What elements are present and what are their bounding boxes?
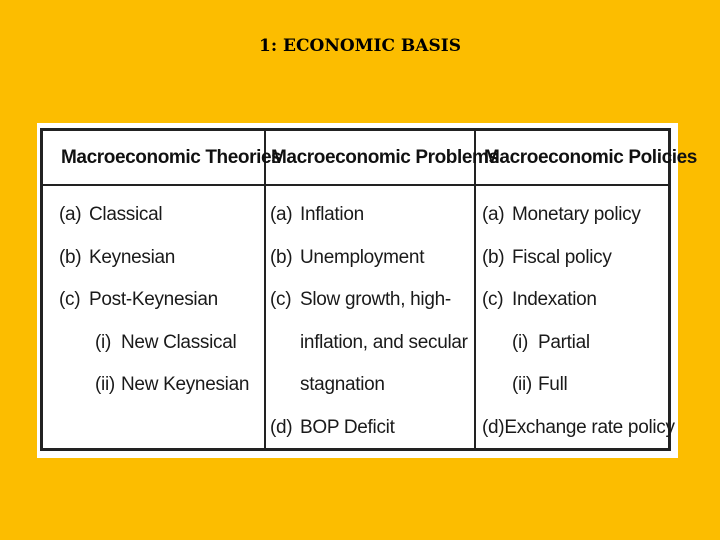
list-item-text: Keynesian [89, 246, 176, 268]
list-item [264, 237, 474, 280]
list-marker: (b) [482, 246, 505, 268]
list-item [476, 237, 668, 280]
list-item [43, 237, 264, 280]
list-subitem [476, 322, 668, 365]
list-marker: (i) [512, 331, 528, 353]
list-item-continuation [264, 364, 474, 407]
list-marker: (a) [482, 204, 505, 225]
list-item-text: stagnation [300, 374, 385, 395]
list-item-text: inflation, and secular [300, 331, 468, 353]
list-item [264, 407, 474, 450]
list-item-text: Slow growth, high- [300, 289, 451, 310]
problems-column [264, 131, 499, 448]
theories-header: Macroeconomic Theories [43, 131, 264, 186]
list-marker: (d) [482, 416, 505, 438]
macroeconomics-table [40, 128, 697, 451]
list-item [476, 407, 675, 450]
list-item-text: New Keynesian [121, 374, 250, 395]
list-item-text: Post-Keynesian [89, 289, 218, 310]
policies-header: Macroeconomic Policies [476, 131, 668, 186]
list-marker: (b) [59, 246, 82, 268]
policies-column [476, 131, 697, 448]
list-item-text: Indexation [512, 289, 597, 310]
list-item-text: Inflation [300, 204, 364, 225]
list-marker: (ii) [95, 374, 115, 395]
list-marker: (i) [95, 331, 111, 353]
list-item [476, 194, 668, 237]
list-item [43, 194, 264, 237]
list-marker: (b) [270, 246, 293, 268]
list-item-continuation [264, 322, 474, 365]
list-subitem [43, 364, 264, 407]
list-marker: (c) [270, 289, 292, 310]
list-item [476, 279, 668, 322]
list-item-text: BOP Deficit [300, 416, 395, 438]
list-item-text: Partial [538, 331, 590, 353]
list-item [43, 279, 264, 322]
list-subitem [43, 322, 264, 365]
list-marker: (ii) [512, 374, 532, 395]
list-item-text: Unemployment [300, 246, 425, 268]
list-marker: (a) [59, 204, 82, 225]
list-marker: (d) [270, 416, 293, 438]
list-item-text: Fiscal policy [512, 246, 612, 268]
list-item [264, 194, 474, 237]
list-item-text: Full [538, 374, 568, 395]
slide-title: 1: ECONOMIC BASIS [259, 36, 461, 56]
table-image [37, 123, 697, 458]
list-subitem [476, 364, 668, 407]
list-marker: (c) [482, 289, 504, 310]
list-item-text: Exchange rate policy [504, 416, 675, 438]
list-marker: (a) [270, 204, 293, 225]
theories-column [43, 131, 282, 448]
problems-header: Macroeconomic Problems [264, 131, 474, 186]
list-marker: (c) [59, 289, 81, 310]
list-item [264, 279, 474, 322]
list-item-text: New Classical [121, 331, 237, 353]
list-item-text: Classical [89, 204, 163, 225]
list-item-text: Monetary policy [512, 204, 641, 225]
